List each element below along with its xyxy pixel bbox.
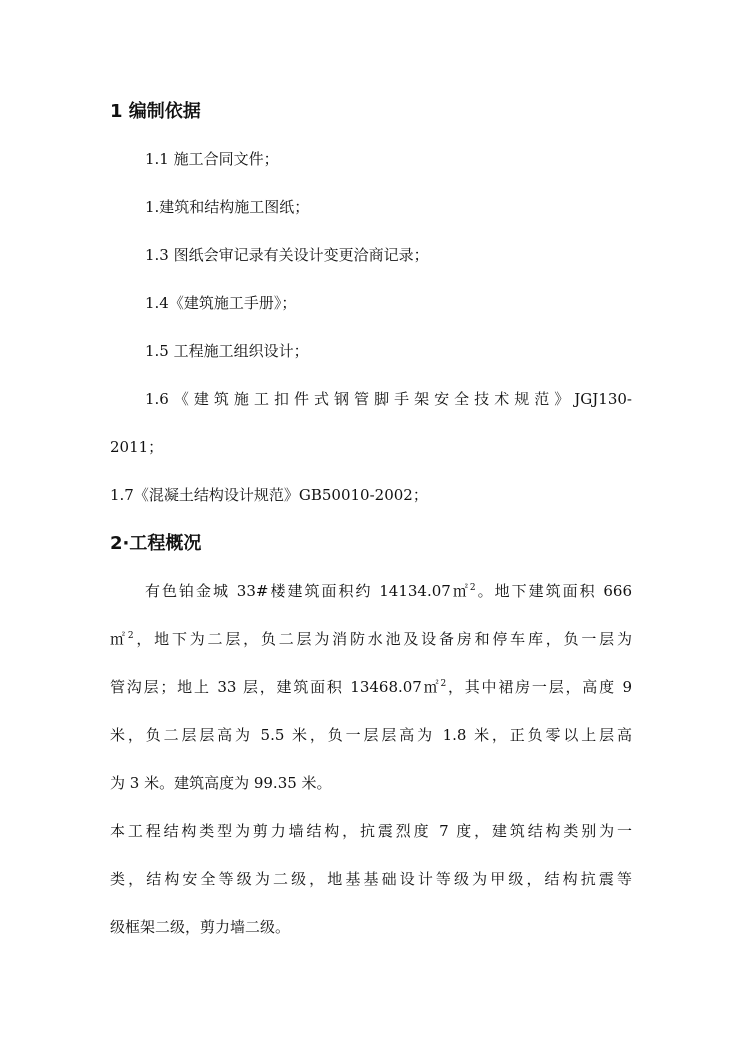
overview-line-1-b: 。地下建筑面积 666 [475, 582, 632, 600]
item-1-7: 1.7《混凝土结构设计规范》GB50010-2002； [110, 486, 428, 504]
item-1-6: 1.6《建筑施工扣件式钢管脚手架安全技术规范》JGJ130- [145, 390, 632, 408]
structure-line-1: 本工程结构类型为剪力墙结构，抗震烈度 7 度，建筑结构类别为一 [110, 822, 632, 840]
overview-line-2-a: ㎡ [110, 630, 128, 648]
section-1-heading: 1 编制依据 [110, 101, 201, 122]
structure-line-3: 级框架二级，剪力墙二级。 [110, 918, 291, 936]
overview-line-2 [110, 628, 632, 650]
item-1-1: 1.1 施工合同文件； [145, 150, 279, 168]
overview-line-3 [110, 676, 632, 698]
superscript: 2 [469, 583, 476, 593]
overview-line-1 [145, 580, 632, 602]
section-2-heading: 2·工程概况 [110, 533, 202, 554]
item-1-6-continued: 2011； [110, 438, 164, 456]
overview-line-2-b: ，地下为二层，负二层为消防水池及设备房和停车库，负一层为 [133, 630, 632, 648]
superscript: 2 [127, 631, 134, 641]
overview-line-3-a: 管沟层；地上 33 层，建筑面积 13468.07㎡ [110, 678, 441, 696]
overview-line-4: 米，负二层层高为 5.5 米，负一层层高为 1.8 米，正负零以上层高 [110, 726, 632, 744]
superscript: 2 [440, 679, 447, 689]
item-1-3: 1.3 图纸会审记录有关设计变更洽商记录； [145, 246, 429, 264]
overview-line-3-b: ，其中裙房一层，高度 9 [446, 678, 632, 696]
structure-line-2: 类，结构安全等级为二级，地基基础设计等级为甲级，结构抗震等 [110, 870, 632, 888]
item-1-4: 1.4《建筑施工手册》； [145, 294, 297, 312]
overview-line-5: 为 3 米。建筑高度为 99.35 米。 [110, 774, 332, 792]
overview-line-1-a: 有色铂金城 33#楼建筑面积约 14134.07㎡ [145, 582, 470, 600]
item-1-2: 1.建筑和结构施工图纸； [145, 198, 310, 216]
item-1-5: 1.5 工程施工组织设计； [145, 342, 309, 360]
